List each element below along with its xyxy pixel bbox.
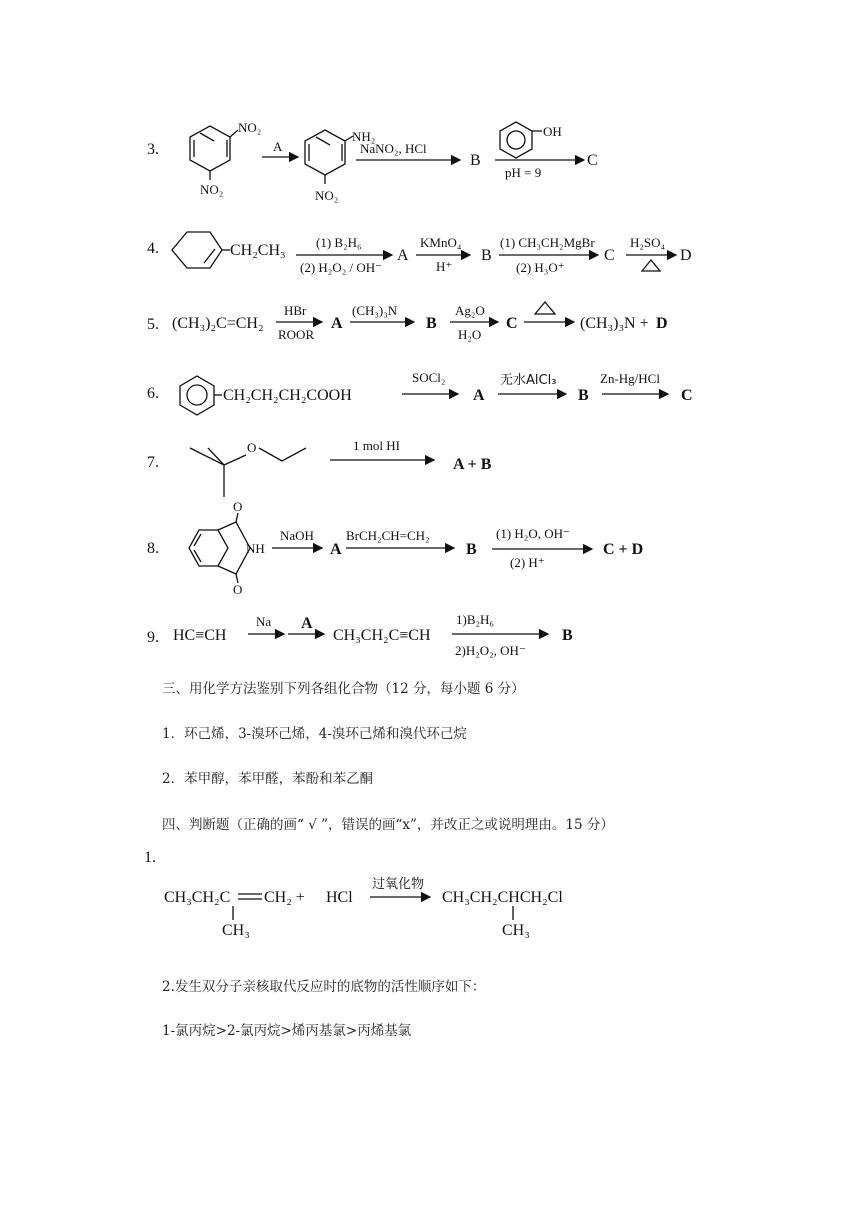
product-label: A xyxy=(331,315,343,332)
reagent-label: NaNO₂, HCl xyxy=(360,141,427,156)
reagent-label: (1) H₂O, OH⁻ xyxy=(496,526,570,541)
reaction-number: 4. xyxy=(147,240,159,257)
reagent-label: Ag₂O xyxy=(455,303,485,318)
reagent-label: (2) H₂O₂ / OH⁻ xyxy=(300,260,382,275)
reagent-label: 过氧化物 xyxy=(372,877,425,892)
double-bond xyxy=(204,249,215,263)
bond xyxy=(208,448,224,465)
alkene-carbon: CH₂ + xyxy=(264,889,305,906)
reagent-label: Zn-Hg/HCl xyxy=(600,371,660,386)
reagent-label: 2)H₂O₂, OH⁻ xyxy=(455,643,526,658)
reagent-label: (1) CH₃CH₂MgBr xyxy=(500,235,595,250)
reagent-label: KMnO₄ xyxy=(420,235,462,250)
reagent-label: H⁺ xyxy=(436,259,453,274)
nh-group: NH xyxy=(246,541,265,556)
intermediate: CH₃CH₂C≡CH xyxy=(333,627,431,644)
product-label: D xyxy=(680,247,692,264)
reaction-5 xyxy=(147,302,668,342)
reagent-label: ROOR xyxy=(278,327,315,342)
section-3-question-2: 2．苯甲醇，苯甲醛，苯酚和苯乙酮 xyxy=(162,771,374,787)
reagent-label: 1 mol HI xyxy=(353,438,400,453)
product-label: C xyxy=(604,247,615,264)
aromatic-circle xyxy=(187,385,207,405)
reagent-label: NaOH xyxy=(280,528,314,543)
reaction-number: 8. xyxy=(147,540,159,557)
oxygen-atom: O xyxy=(247,440,257,455)
benzene-ring xyxy=(190,126,230,171)
product-label: B xyxy=(426,315,437,332)
phenol-ring xyxy=(500,122,532,158)
product-formula: (CH₃)₃N + xyxy=(580,315,649,332)
reagent-label: pH = 9 xyxy=(505,165,542,180)
section-3-title: 三、用化学方法鉴别下列各组化合物（12 分，每小题 6 分） xyxy=(162,681,525,697)
product-label: B xyxy=(466,541,477,558)
benzene-ring xyxy=(180,376,214,415)
reagent: HCl xyxy=(326,889,353,906)
carbonyl-oxygen: O xyxy=(233,582,243,597)
product-label: A xyxy=(301,615,313,632)
product-label: B xyxy=(470,152,481,169)
nitro-group: NO₂ xyxy=(315,188,339,203)
reagent-label: (1) B₂H₆ xyxy=(316,235,362,250)
product-label: D xyxy=(656,315,668,332)
ring-bond xyxy=(200,133,214,141)
carbonyl-oxygen: O xyxy=(233,499,243,514)
product-label: C + D xyxy=(603,541,644,558)
reaction-6 xyxy=(147,370,693,415)
reagent-label: H₂O xyxy=(458,327,482,342)
ethyl-chain xyxy=(259,448,306,461)
reagent-label: (CH₃)₃N xyxy=(352,303,398,318)
bond xyxy=(236,513,238,522)
substituent: CH₂CH₃ xyxy=(230,242,286,259)
reaction-number: 9. xyxy=(147,629,159,646)
reagent-label: (2) H⁺ xyxy=(510,555,545,570)
reagent-label: 无水AlCl₃ xyxy=(500,373,557,388)
product-label: B xyxy=(578,387,589,404)
section-4-title: 四、判断题（正确的画“ √ ”，错误的画“x”，并改正之或说明理由。15 分） xyxy=(162,817,614,833)
bond xyxy=(224,455,246,465)
substrate: (CH₃)₂C=CH₂ xyxy=(172,315,264,332)
aromatic-circle xyxy=(507,131,525,149)
section-3-question-1: 1．环己烯，3-溴环己烯，4-溴环己烯和溴代环己烷 xyxy=(162,726,467,742)
reagent-label: H₂SO₄ xyxy=(630,235,666,250)
product-label: A xyxy=(397,247,409,264)
reaction-8 xyxy=(147,499,643,597)
question-number: 1. xyxy=(144,849,156,866)
reaction-number: 6. xyxy=(147,385,159,402)
reaction-number: 7. xyxy=(147,454,159,471)
product-label: A + B xyxy=(453,456,492,473)
product-label: C xyxy=(681,387,693,404)
substituent: CH₂CH₂CH₂COOH xyxy=(223,387,352,404)
benzene-ring xyxy=(189,530,228,566)
product-label: A xyxy=(473,387,485,404)
heat-triangle-icon xyxy=(535,302,555,314)
heat-triangle-icon xyxy=(642,260,660,271)
reagent-label: Na xyxy=(256,614,272,629)
substrate: HC≡CH xyxy=(173,627,227,644)
product-label: C xyxy=(506,315,518,332)
reagent-label: BrCH₂CH=CH₂ xyxy=(346,528,430,543)
amino-group: NH₂ xyxy=(352,129,376,144)
tert-butyl-skeleton xyxy=(190,448,224,497)
reaction-number: 5. xyxy=(147,316,159,333)
reaction-7 xyxy=(147,438,492,497)
benzene-ring xyxy=(305,130,345,175)
reaction-9 xyxy=(147,612,573,658)
bond xyxy=(230,130,238,137)
reagent-label: HBr xyxy=(284,303,307,318)
product-label: A xyxy=(330,541,342,558)
reagent-label: (2) H₃O⁺ xyxy=(516,260,565,275)
product-label: B xyxy=(562,627,573,644)
reaction-number: 3. xyxy=(147,141,159,158)
reaction-3 xyxy=(147,120,598,203)
substrate: CH₃CH₂C xyxy=(164,889,231,906)
product-label: C xyxy=(587,152,598,169)
section-4-question-2: 2.发生双分子亲核取代反应时的底物的活性顺序如下： xyxy=(162,979,486,995)
reagent-label: SOCl₂ xyxy=(412,370,446,385)
product: CH₃CH₂CHCH₂Cl xyxy=(442,889,563,906)
judgement-q1-reaction xyxy=(144,849,563,939)
nitro-group: NO₂ xyxy=(238,120,262,135)
nitro-group: NO₂ xyxy=(200,182,224,197)
reagent-label: 1)B₂H₆ xyxy=(456,612,494,627)
reagent-label: A xyxy=(273,139,283,154)
hydroxyl-group: OH xyxy=(543,124,562,139)
activity-order: 1-氯丙烷>2-氯丙烷>烯丙基氯>丙烯基氯 xyxy=(162,1023,412,1039)
reaction-4 xyxy=(147,232,692,275)
methyl-group: CH₃ xyxy=(222,922,250,939)
methyl-group: CH₃ xyxy=(502,922,530,939)
product-label: B xyxy=(481,247,492,264)
ring-bond xyxy=(316,137,330,145)
